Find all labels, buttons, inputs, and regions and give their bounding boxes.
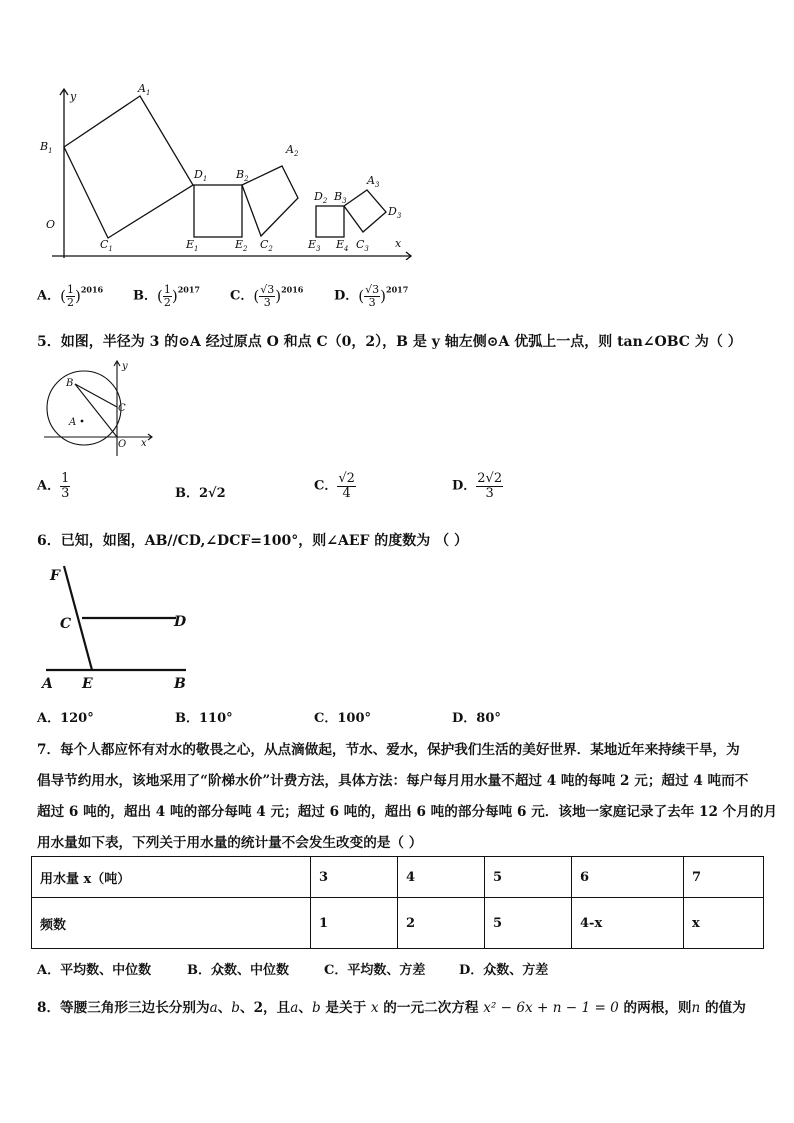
table-cell: 6 — [572, 857, 684, 898]
q7-line-4: 用水量如下表，下列关于用水量的统计量不会发生改变的是（ ） — [37, 835, 423, 851]
label-E1: $E_1$ — [186, 238, 199, 253]
table-cell: 1 — [311, 898, 398, 949]
label-D1: $D_1$ — [194, 168, 208, 183]
q7-option-b[interactable]: B．众数、中位数 — [187, 963, 289, 978]
q5-figure — [40, 358, 155, 458]
segment-BO — [75, 384, 117, 437]
water-usage-table — [31, 856, 764, 949]
label-C2: $C_2$ — [260, 238, 273, 253]
label-A2: $A_2$ — [286, 143, 299, 158]
rect-1 — [194, 185, 242, 237]
table-cell: 2 — [398, 898, 485, 949]
q7-line-3: 超过 6 吨的，超出 4 吨的部分每吨 4 元；超过 6 吨的，超出 6 吨的部分每吨 6 元．该地一家庭记录了去年 12 个月的月 — [37, 804, 778, 820]
table-cell: 4 — [398, 857, 485, 898]
q4-option-d[interactable]: D．( $\frac{√3}{3}$ )$^{2017}$ — [334, 283, 409, 309]
label-D2: $D_2$ — [314, 190, 328, 205]
label-A1: $A_1$ — [138, 82, 151, 97]
table-row-frequency — [32, 898, 764, 949]
q7-option-c[interactable]: C．平均数、方差 — [324, 963, 426, 978]
label-B3: $B_3$ — [334, 190, 347, 205]
q5-option-a[interactable]: A． $\frac{1}{3}$ — [37, 471, 70, 501]
q6-option-d[interactable]: D．80° — [452, 711, 501, 726]
label-A: A — [69, 417, 77, 428]
q5-option-c[interactable]: C． $\frac{√2}{4}$ — [314, 471, 355, 501]
q4-option-c[interactable]: C．( $\frac{√3}{3}$ )$^{2016}$ — [230, 283, 304, 309]
label-B: B — [66, 378, 74, 389]
label-B1: $B_1$ — [40, 140, 53, 155]
q4-option-a[interactable]: A．( $\frac{1}{2}$ )$^{2016}$ — [37, 283, 104, 309]
q8-stem: 8．等腰三角形三边长分别为a、b、2，且a、b 是关于 x 的一元二次方程 x² − 6x + n − 1 = 0 的两根，则n 的值为 — [37, 1000, 746, 1016]
quadratic-equation: x² − 6x + n − 1 = 0 — [483, 1000, 619, 1016]
table-cell: 7 — [684, 857, 764, 898]
q4-figure — [30, 80, 420, 260]
q5-option-b[interactable]: B．2√2 — [175, 486, 226, 501]
label-C1: $C_1$ — [100, 238, 113, 253]
square-1 — [64, 96, 193, 238]
label-y: y — [70, 90, 77, 103]
rect-2 — [316, 206, 344, 237]
q7-line-1: 7．每个人都应怀有对水的敬畏之心，从点滴做起，节水、爱水，保护我们生活的美好世界．某地近年来持续干旱，为 — [37, 742, 740, 758]
q5-option-d[interactable]: D． $\frac{2√2}{3}$ — [452, 471, 503, 501]
label-x: x — [395, 237, 402, 250]
label-x: x — [141, 438, 147, 449]
label-O: O — [46, 218, 56, 231]
label-O: O — [118, 439, 127, 450]
q7-line-2: 倡导节约用水，该地采用了“阶梯水价”计费方法，具体方法：每户每月用水量不超过 4 吨的每吨 2 元；超过 4 吨而不 — [37, 773, 749, 789]
label-E: E — [82, 676, 93, 692]
q7-option-d[interactable]: D．众数、方差 — [459, 963, 549, 978]
label-B2: $B_2$ — [236, 168, 249, 183]
label-C: C — [118, 403, 126, 414]
label-E4: $E_4$ — [336, 238, 349, 253]
q5-stem: 5．如图，半径为 3 的⊙A 经过原点 O 和点 C（0，2），B 是 y 轴左侧⊙A 优弧上一点，则 tan∠OBC 为（ ） — [37, 334, 742, 350]
label-C: C — [60, 616, 72, 632]
label-C3: $C_3$ — [356, 238, 369, 253]
circle-A — [47, 371, 121, 445]
label-A3: $A_3$ — [367, 174, 380, 189]
q6-figure — [36, 558, 196, 698]
table-cell: 4-x — [572, 898, 684, 949]
q4-option-b[interactable]: B．( $\frac{1}{2}$ )$^{2017}$ — [133, 283, 200, 309]
center-point-A — [81, 420, 84, 423]
table-cell: 用水量 x（吨） — [32, 857, 311, 898]
table-row-header — [32, 857, 764, 898]
label-E2: $E_2$ — [235, 238, 248, 253]
segment-BC — [75, 384, 117, 407]
label-y: y — [122, 361, 128, 372]
q6-stem: 6．已知，如图，AB//CD,∠DCF=100°，则∠AEF 的度数为 （ ） — [37, 533, 469, 549]
q6-option-b[interactable]: B．110° — [175, 711, 233, 726]
square-3 — [344, 190, 386, 232]
square-2 — [242, 166, 298, 236]
label-F: F — [50, 568, 60, 584]
label-E3: $E_3$ — [308, 238, 321, 253]
table-cell: x — [684, 898, 764, 949]
table-cell: 5 — [485, 857, 572, 898]
label-D: D — [174, 614, 187, 630]
label-B: B — [174, 676, 186, 692]
q6-option-c[interactable]: C．100° — [314, 711, 371, 726]
table-cell: 5 — [485, 898, 572, 949]
q7-option-a[interactable]: A．平均数、中位数 — [37, 963, 152, 978]
table-cell: 3 — [311, 857, 398, 898]
q6-option-a[interactable]: A．120° — [37, 711, 94, 726]
label-A: A — [42, 676, 53, 692]
table-cell: 频数 — [32, 898, 311, 949]
label-D3: $D_3$ — [388, 205, 402, 220]
